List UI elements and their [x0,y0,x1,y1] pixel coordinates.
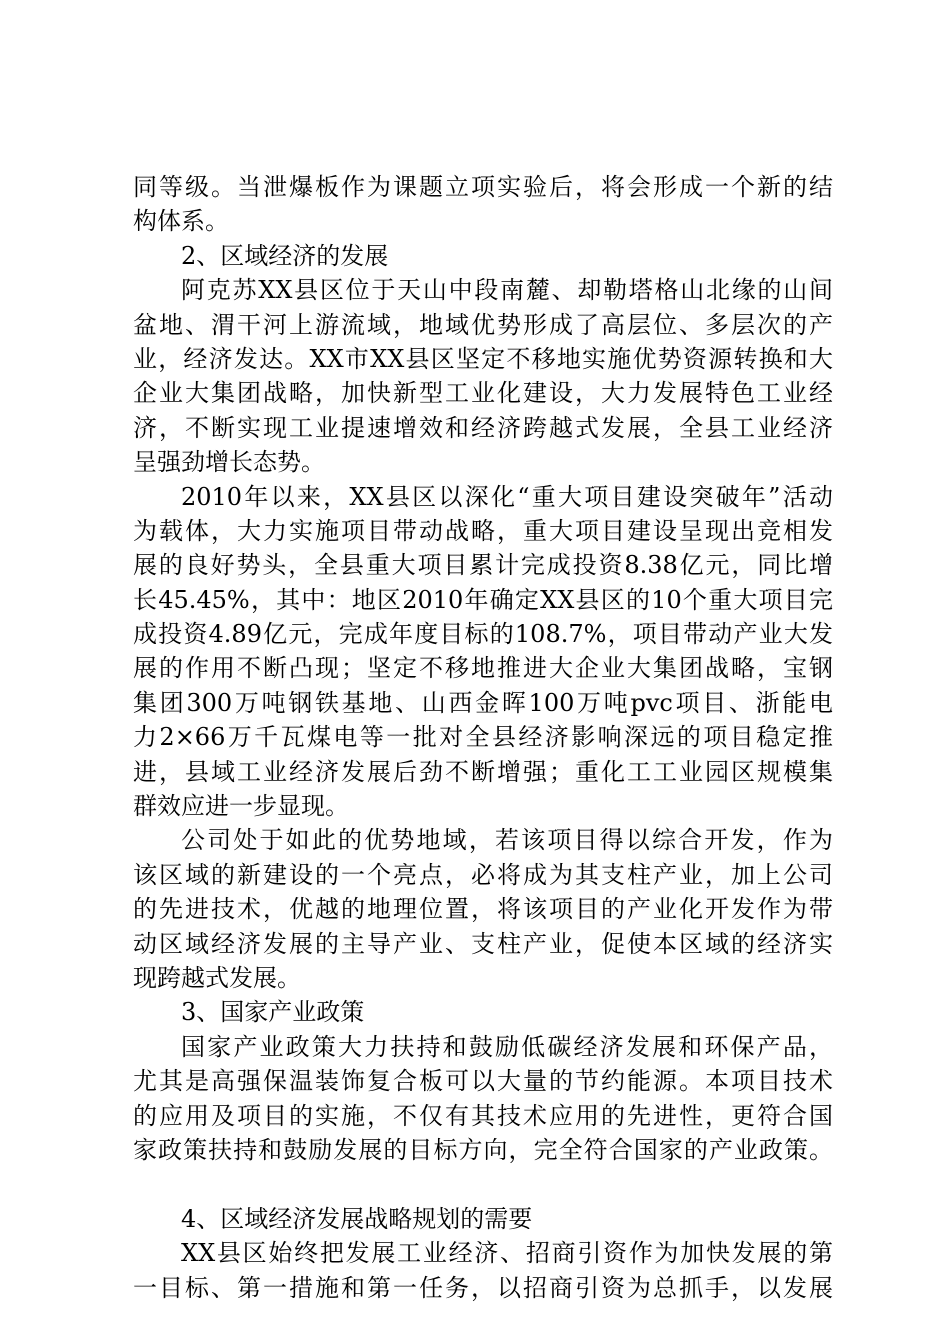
section-heading: 3、国家产业政策 [181,998,365,1027]
text-line: 现跨越式发展。 [133,963,301,992]
text-line: 构体系。 [133,207,229,236]
text-line: 同等级。当泄爆板作为课题立项实验后，将会形成一个新的结 [133,173,833,201]
text-line: 的应用及项目的实施，不仅有其技术应用的先进性，更符合国 [133,1101,833,1130]
text-line: 进，县域工业经济发展后劲不断增强；重化工工业园区规模集 [133,757,833,786]
text-line: 一目标、第一措施和第一任务，以招商引资为总抓手，以发展 [133,1273,833,1302]
text-line: 公司处于如此的优势地域，若该项目得以综合开发，作为 [181,826,833,855]
text-line: 国家产业政策大力扶持和鼓励低碳经济发展和环保产品， [181,1032,833,1061]
text-line: 2010年以来，XX县区以深化“重大项目建设突破年”活动 [181,482,833,511]
text-line: 企业大集团战略，加快新型工业化建设，大力发展特色工业经 [133,379,833,408]
text-line: 家政策扶持和鼓励发展的目标方向，完全符合国家的产业政策。 [133,1135,833,1164]
text-line: 力2×66万千瓦煤电等一批对全县经济影响深远的项目稳定推 [133,723,833,752]
section-heading: 2、区域经济的发展 [181,241,389,270]
text-line: 尤其是高强保温装饰复合板可以大量的节约能源。本项目技术 [133,1067,833,1096]
section-heading: 4、区域经济发展战略规划的需要 [181,1204,533,1233]
text-line: 展的良好势头，全县重大项目累计完成投资8.38亿元，同比增 [133,551,833,580]
text-line: 呈强劲增长态势。 [133,448,325,477]
blank-line [133,1167,833,1201]
text-line: 该区域的新建设的一个亮点，必将成为其支柱产业，加上公司 [133,860,833,889]
text-line: 为载体，大力实施项目带动战略，重大项目建设呈现出竞相发 [133,516,833,545]
text-line: 成投资4.89亿元，完成年度目标的108.7%，项目带动产业大发 [133,620,833,649]
text-line: 盆地、渭干河上游流域，地域优势形成了高层位、多层次的产 [133,310,833,339]
text-line: 动区域经济发展的主导产业、支柱产业，促使本区域的经济实 [133,929,833,958]
text-line: 长45.45%，其中：地区2010年确定XX县区的10个重大项目完 [133,585,833,614]
text-line: 济，不断实现工业提速增效和经济跨越式发展，全县工业经济 [133,413,833,442]
text-line: 集团300万吨钢铁基地、山西金晖100万吨pvc项目、浙能电 [133,688,833,717]
text-line: 展的作用不断凸现；坚定不移地推进大企业大集团战略，宝钢 [133,654,833,683]
text-line: 的先进技术，优越的地理位置，将该项目的产业化开发作为带 [133,895,833,924]
text-line: 阿克苏XX县区位于天山中段南麓、却勒塔格山北缘的山间 [181,276,833,305]
text-line: 业，经济发达。XX市XX县区坚定不移地实施优势资源转换和大 [133,344,833,373]
text-line: 群效应进一步显现。 [133,792,349,821]
text-line: XX县区始终把发展工业经济、招商引资作为加快发展的第 [181,1239,833,1268]
document-page [133,170,833,1305]
